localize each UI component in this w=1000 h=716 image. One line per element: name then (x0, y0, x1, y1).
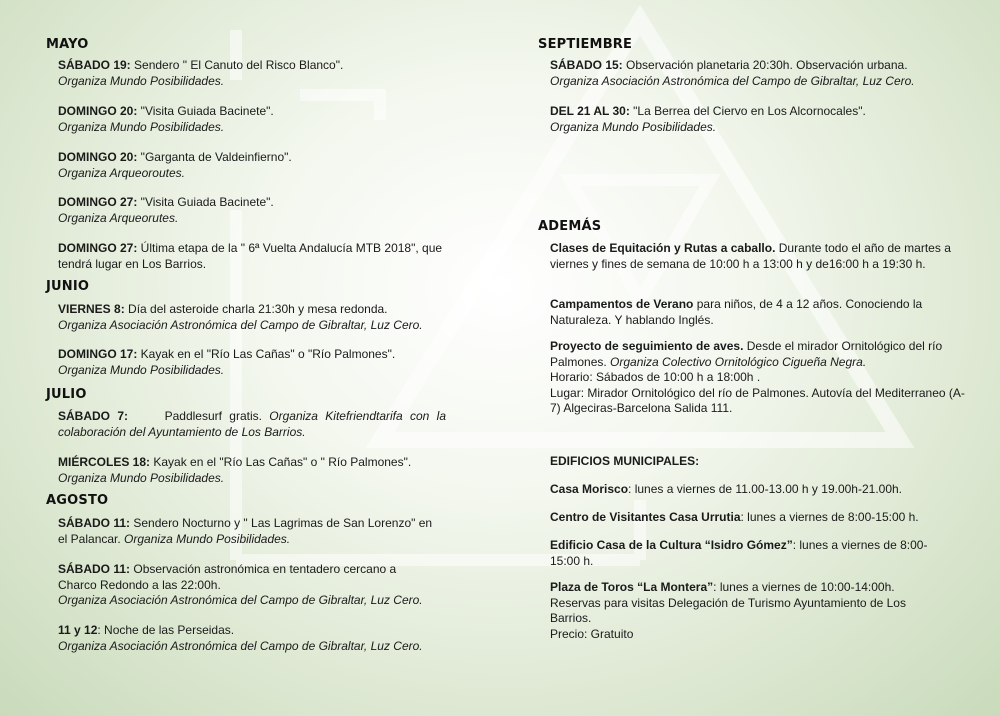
building-name: Edificio Casa de la Cultura “Isidro Gómez” (550, 538, 793, 552)
event-entry (58, 104, 446, 135)
event-entry (58, 241, 446, 272)
event-date: DOMINGO 27: (58, 195, 138, 209)
event-organizer: Organiza Asociación Astronómica del Campo de Gibraltar, Luz Cero. (58, 593, 423, 607)
event-date: DOMINGO 27: (58, 241, 138, 255)
event-text: Kayak en el "Río Las Cañas" o " Río Palmones". (150, 455, 412, 469)
event-entry (58, 409, 446, 440)
building-name: Centro de Visitantes Casa Urrutia (550, 510, 741, 524)
extra-item-schedule: Horario: Sábados de 10:00 h a 18:00h . (550, 370, 761, 384)
extra-item (550, 241, 968, 272)
event-entry (58, 516, 438, 547)
event-organizer: Organiza Mundo Posibilidades. (124, 531, 291, 546)
building-item (550, 580, 930, 642)
event-date: VIERNES 8: (58, 302, 125, 316)
section-title-septiembre: SEPTIEMBRE (538, 37, 633, 52)
event-entry (58, 455, 446, 486)
event-organizer: Organiza Asociación Astronómica del Campo de Gibraltar, Luz Cero. (58, 638, 423, 653)
event-text: "La Berrea del Ciervo en Los Alcornocales". (629, 104, 866, 118)
event-text: Sendero " El Canuto del Risco Blanco". (130, 58, 344, 72)
extra-item-title: Clases de Equitación y Rutas a caballo. (550, 241, 776, 255)
event-date: DOMINGO 20: (58, 150, 138, 164)
event-organizer: Organiza Asociación Astronómica del Campo de Gibraltar, Luz Cero. (58, 317, 423, 332)
event-entry (58, 623, 446, 654)
event-organizer: Organiza Mundo Posibilidades. (58, 73, 225, 88)
event-date: DEL 21 AL 30: (550, 104, 630, 118)
extra-item-location: Lugar: Mirador Ornitológico del río de Palmones. Autovía del Mediterraneo (A-7) Algeciras-Barcelona Salida 111. (550, 385, 965, 415)
event-date: DOMINGO 17: (58, 347, 138, 361)
event-organizer: Organiza Asociación Astronómica del Campo de Gibraltar, Luz Cero. (550, 73, 915, 88)
extra-item (550, 339, 968, 417)
building-name: Plaza de Toros “La Montera” (550, 580, 714, 594)
event-text: Sendero Nocturno y " Las Lagrimas de San Lorenzo" en el Palancar. (58, 516, 433, 546)
buildings-title: EDIFICIOS MUNICIPALES: (550, 454, 700, 468)
event-entry (58, 58, 446, 89)
event-date: SÁBADO 11: (58, 562, 131, 576)
building-item (550, 510, 968, 526)
event-entry (550, 58, 968, 89)
extra-item-title: Campamentos de Verano (550, 297, 694, 311)
event-entry (58, 150, 446, 181)
event-entry (58, 562, 423, 609)
event-text: Última etapa de la " 6ª Vuelta Andalucía MTB 2018", que tendrá lugar en Los Barrios. (58, 241, 443, 271)
event-text: Kayak en el "Río Las Cañas" o "Río Palmones". (137, 347, 396, 361)
event-text: "Visita Guiada Bacinete". (137, 195, 274, 209)
extra-item-organizer: Organiza Colectivo Ornitológico Cigueña Negra. (610, 354, 867, 369)
event-organizer: Organiza Kitefriendtarifa con la colaboración del Ayuntamiento de Los Barrios. (58, 409, 446, 439)
event-text: : Noche de las Perseidas. (97, 623, 235, 637)
building-hours: : lunes a viernes de 10:00-14:00h. (713, 580, 895, 594)
event-date: DOMINGO 20: (58, 104, 138, 118)
event-date: SÁBADO 15: (550, 58, 623, 72)
building-name: Casa Morisco (550, 482, 629, 496)
section-title-junio: JUNIO (46, 279, 90, 294)
event-date: SÁBADO 11: (58, 516, 131, 530)
extra-item-title: Proyecto de seguimiento de aves. (550, 339, 744, 353)
building-hours: : lunes a viernes de 11.00-13.00 h y 19.00h-21.00h. (628, 482, 903, 496)
event-entry (550, 104, 968, 135)
event-organizer: Organiza Mundo Posibilidades. (58, 119, 225, 134)
event-entry (58, 347, 446, 378)
section-title-ademas: ADEMÁS (538, 219, 602, 234)
event-organizer: Organiza Mundo Posibilidades. (58, 362, 225, 377)
building-hours: : lunes a viernes de 8:00-15:00 h. (740, 510, 919, 524)
event-date: MIÉRCOLES 18: (58, 455, 151, 469)
building-reservations: Reservas para visitas Delegación de Turismo Ayuntamiento de Los Barrios. (550, 595, 906, 625)
event-text: "Garganta de Valdeinfierno". (137, 150, 292, 164)
event-text: Día del asteroide charla 21:30h y mesa redonda. (124, 302, 388, 316)
event-organizer: Organiza Arqueoroutes. (58, 165, 185, 180)
building-item (550, 482, 968, 498)
event-organizer: Organiza Arqueorutes. (58, 210, 179, 225)
extra-item-text: para niños, de 4 a 12 años. Conociendo la Naturaleza. Y hablando Inglés. (550, 297, 923, 327)
event-date: SÁBADO 7: (58, 409, 128, 423)
event-organizer: Organiza Mundo Posibilidades. (550, 119, 717, 134)
event-entry (58, 195, 446, 226)
event-date: 11 y 12 (58, 623, 98, 637)
event-text: Observación astronómica en tentadero cercano a Charco Redondo a las 22:00h. (58, 562, 397, 592)
event-text: Observación planetaria 20:30h. Observación urbana. (622, 58, 908, 72)
event-text: Paddlesurf gratis. (128, 409, 270, 423)
building-hours: : lunes a viernes de 8:00-15:00 h. (550, 538, 928, 568)
extra-item-text: Durante todo el año de martes a viernes y fines de semana de 10:00 h a 13:00 h y de16:00 h a 19:30 h. (550, 241, 951, 271)
event-organizer: Organiza Mundo Posibilidades. (58, 470, 225, 485)
section-title-julio: JULIO (46, 387, 87, 402)
section-title-mayo: MAYO (46, 37, 89, 52)
extra-item (550, 297, 968, 328)
event-text: "Visita Guiada Bacinete". (137, 104, 274, 118)
event-entry (58, 302, 446, 333)
building-item (550, 538, 930, 569)
extra-item-text: Desde el mirador Ornitológico del río Palmones. (550, 339, 943, 369)
event-date: SÁBADO 19: (58, 58, 131, 72)
section-title-agosto: AGOSTO (46, 493, 109, 508)
building-price: Precio: Gratuito (550, 626, 634, 641)
